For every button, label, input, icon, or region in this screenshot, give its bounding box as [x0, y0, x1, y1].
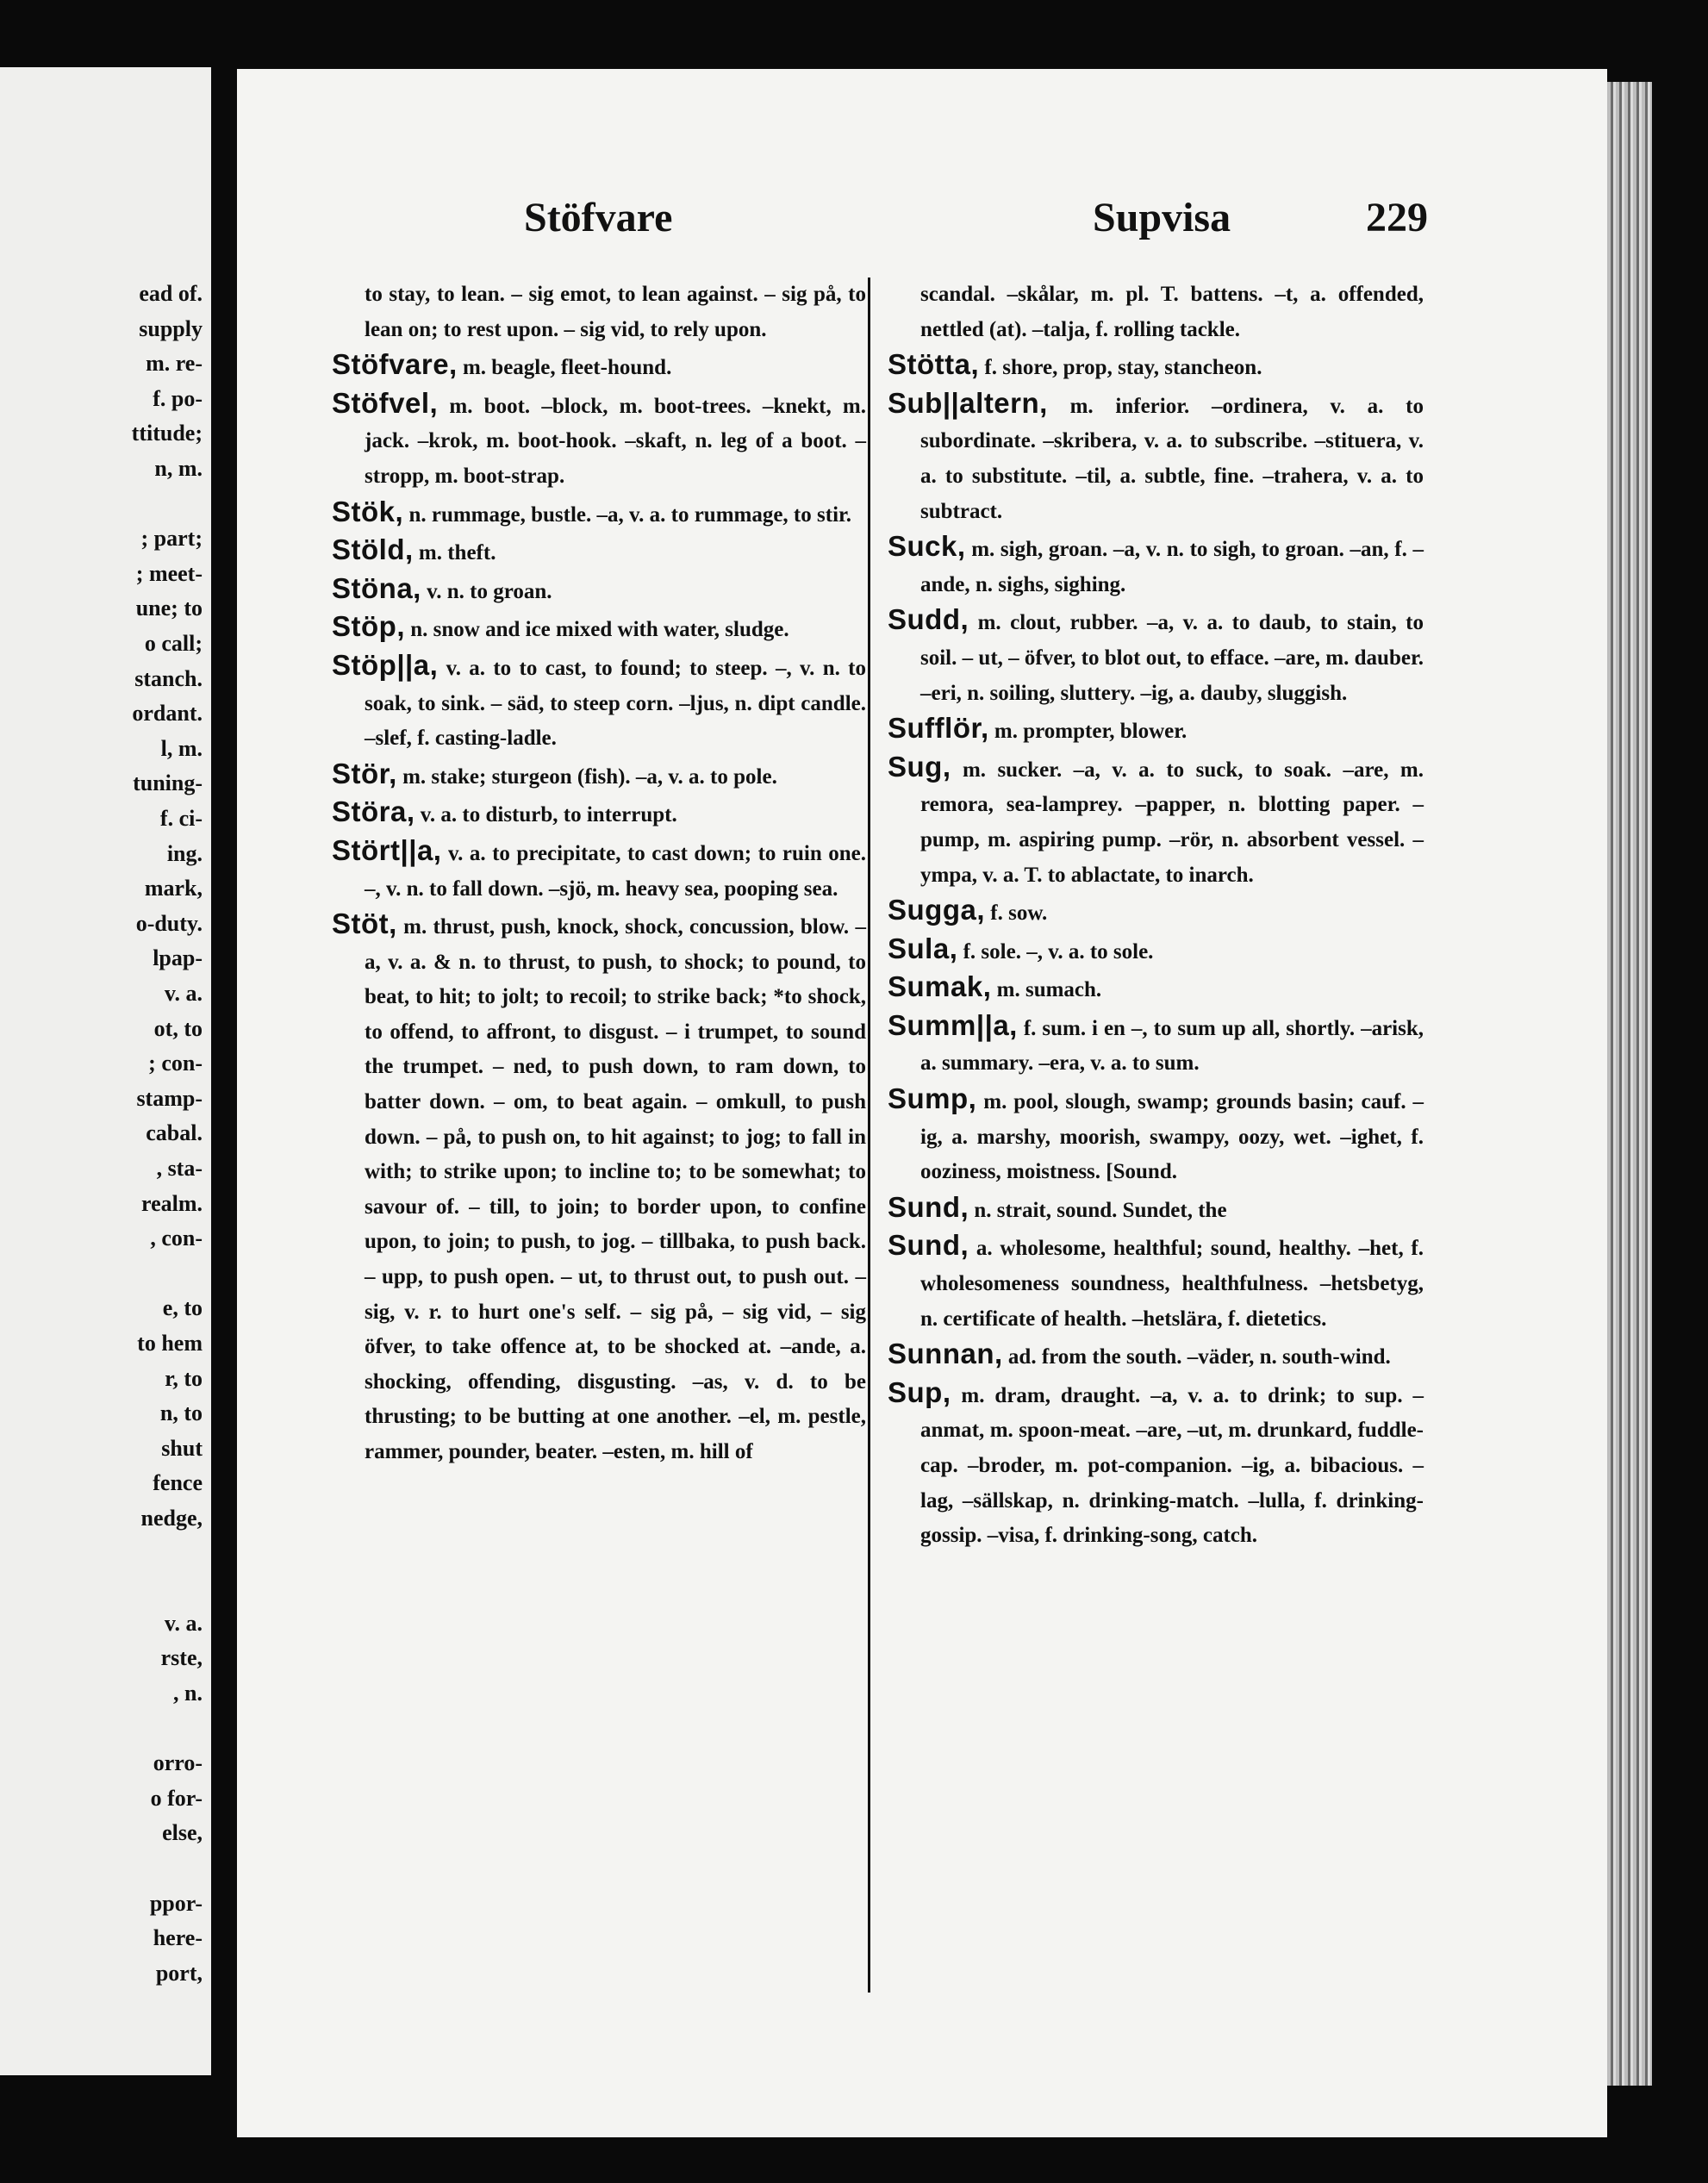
definition: f. sum. i en –, to sum up all, shortly. –arisk, a. summary. –era, v. a. to sum. [920, 1016, 1424, 1076]
fragment-line: ordant. [132, 701, 203, 727]
definition: m. sumach. [996, 978, 1102, 1002]
headword: Sunnan, [888, 1338, 1003, 1370]
fragment-line: port, [155, 1960, 203, 1986]
fragment-line: v. a. [164, 1610, 203, 1636]
fragment-line: o-duty. [135, 910, 203, 936]
fragment-line: rste, [160, 1645, 203, 1671]
definition: m. dram, draught. –a, v. a. to drink; to sup. –anmat, m. spoon-meat. –are, –ut, m. drunkard, fuddle-cap. –broder, m. pot-companion. –ig, a. bibacious. –lag, –sällskap, n. drinking-match. –lulla, f. drinking-gossip. –visa, f. drinking-song, catch. [920, 1383, 1424, 1548]
definition: v. a. to to cast, to found; to steep. –, v. n. to soak, to sink. – säd, to steep corn. –ljus, n. dipt candle. –slef, f. casting-ladle. [365, 656, 867, 751]
headword: Sup, [888, 1375, 951, 1408]
definition: m. beagle, fleet-hound. [462, 356, 672, 380]
headword: Stöp||a, [332, 648, 439, 681]
definition: to stay, to lean. – sig emot, to lean against. – sig på, to lean on; to rest upon. – sig vid, to rely upon. [365, 283, 866, 341]
fragment-line: e, to [162, 1295, 203, 1321]
headword: Stöp, [332, 610, 405, 643]
fragment-line: n, m. [154, 456, 203, 481]
fragment-line: here- [153, 1925, 203, 1951]
headword: Stöfvel, [332, 386, 439, 419]
headword: Stör, [332, 757, 397, 789]
fragment-line: mark, [144, 876, 203, 901]
definition: f. sole. –, v. a. to sole. [963, 939, 1154, 964]
right-column [888, 278, 1424, 1554]
fragment-line: else, [162, 1820, 203, 1846]
dictionary-entry [888, 1337, 1424, 1375]
definition: v. a. to disturb, to interrupt. [420, 803, 677, 827]
dictionary-entry [888, 893, 1424, 932]
dictionary-entry [888, 1190, 1424, 1229]
headword: Sudd, [888, 603, 969, 636]
fragment-line: ; con- [148, 1051, 203, 1076]
dictionary-entry [888, 347, 1424, 386]
fragment-line: , con- [150, 1226, 203, 1251]
definition: ad. from the south. –väder, n. south-wind. [1007, 1345, 1391, 1369]
definition: n. strait, sound. Sundet, the [974, 1198, 1227, 1222]
fragment-line: realm. [141, 1190, 203, 1216]
headword: Suck, [888, 530, 966, 563]
headword: Stöld, [332, 533, 414, 566]
dictionary-entry [888, 1375, 1424, 1554]
fragment-line: r, to [165, 1365, 203, 1391]
dictionary-entry [332, 907, 866, 1470]
dictionary-entry [888, 1228, 1424, 1337]
dictionary-entry [332, 795, 866, 833]
fragment-line: ttitude; [131, 421, 203, 446]
fragment-line: cabal. [146, 1120, 203, 1146]
dictionary-entry [332, 571, 866, 610]
definition: f. sow. [990, 901, 1048, 926]
fragment-line: ppor- [149, 1890, 203, 1916]
page-number: 229 [1366, 195, 1428, 240]
dictionary-entry [888, 386, 1424, 529]
fragment-line: ead of. [139, 281, 203, 306]
running-head-right: Supvisa [1093, 195, 1231, 240]
fragment-line: une; to [135, 596, 203, 621]
dictionary-entry [332, 386, 866, 495]
headword: Sumak, [888, 970, 992, 1003]
fragment-line: f. po- [153, 385, 203, 411]
page-edge [1607, 82, 1652, 2086]
dictionary-entry [888, 529, 1424, 602]
definition: m. inferior. –ordinera, v. a. to subordinate. –skribera, v. a. to subscribe. –stituera, v. a. to substitute. –til, a. subtle, fine. –trahera, v. a. to subtract. [920, 394, 1424, 523]
dictionary-entry [888, 1082, 1424, 1190]
dictionary-entry [332, 833, 866, 907]
fragment-line: m. re- [146, 351, 203, 377]
headword: Sugga, [888, 894, 986, 926]
definition: m. pool, slough, swamp; grounds basin; cauf. –ig, a. marshy, moorish, swampy, oozy, wet. –ighet, f. ooziness, moistness. [Sound. [920, 1090, 1424, 1184]
headword: Sug, [888, 750, 951, 783]
fragment-line: stanch. [134, 665, 203, 691]
dictionary-entry [888, 602, 1424, 711]
dictionary-entry [888, 1008, 1424, 1082]
definition: m. stake; sturgeon (fish). –a, v. a. to pole. [402, 764, 777, 789]
headword: Stört||a, [332, 833, 442, 866]
fragment-line: ing. [166, 840, 203, 866]
headword: Stök, [332, 495, 404, 527]
definition: m. prompter, blower. [994, 720, 1187, 744]
definition: n. rummage, bustle. –a, v. a. to rummage, to stir. [408, 502, 852, 527]
definition: a. wholesome, healthful; sound, healthy. –het, f. wholesomeness soundness, healthfulness. –hetsbetyg, n. certificate of health. –hetslära, f. dietetics. [920, 1237, 1424, 1331]
definition: v. n. to groan. [427, 579, 552, 603]
dictionary-entry [332, 757, 866, 795]
fragment-line: shut [161, 1435, 203, 1461]
dictionary-entry [332, 533, 866, 571]
facing-page-fragment [0, 67, 211, 2075]
headword: Sund, [888, 1229, 969, 1262]
fragment-line: to hem [137, 1331, 203, 1356]
dictionary-entry [888, 970, 1424, 1008]
dictionary-entry [332, 495, 866, 533]
fragment-line: ; meet- [135, 560, 203, 586]
fragment-line: v. a. [164, 981, 203, 1006]
headword: Sula, [888, 932, 958, 964]
headword: Sump, [888, 1082, 977, 1115]
fragment-line: , sta- [156, 1156, 203, 1181]
headword: Stöt, [332, 908, 397, 940]
dictionary-entry [888, 711, 1424, 750]
headword: Stöna, [332, 571, 421, 604]
fragment-line: o call; [144, 631, 203, 656]
definition: n. snow and ice mixed with water, sludge. [410, 618, 789, 642]
definition: m. clout, rubber. –a, v. a. to daub, to stain, to soil. – ut, – öfver, to blot out, to efface. –are, m. dauber. –eri, n. soiling, sluttery. –ig, a. dauby, sluggish. [920, 611, 1424, 705]
definition: v. a. to precipitate, to cast down; to ruin one. –, v. n. to fall down. –sjö, m. heavy sea, pooping sea. [365, 841, 866, 901]
definition: m. sucker. –a, v. a. to suck, to soak. –are, m. remora, sea-lamprey. –papper, n. blotting paper. –pump, m. aspiring pump. –rör, n. absorbent vessel. –ympa, v. a. T. to ablactate, to inarch. [920, 758, 1424, 887]
definition: m. thrust, push, knock, shock, concussion, blow. –a, v. a. & n. to thrust, to push, to shock; to pound, to beat, to hit; to jolt; to recoil; to strike back; *to shock, to offend, to affront, to disgust. – i trumpet, to sound the trumpet. – ned, to push down, to ram down, to batter down. – om, to beat again. – omkull, to push down. – på, to push on, to hit against; to jog; to fall in with; to strike upon; to incline to; to be somewhat; to savour of. – till, to join; to border upon, to confine upon, to join; to push, to jog. – tillbaka, to push back. – upp, to push open. – ut, to thrust out, to push out. – sig, v. r. to hurt one's self. – sig på, – sig vid, – sig öfver, to take offence at, to be shocked at. –ande, a. shocking, offending, disgusting. –as, v. d. to be thrusting; to be butting at one another. –el, m. pestle, rammer, pounder, beater. –esten, m. hill of [365, 915, 866, 1463]
dictionary-entry [888, 750, 1424, 893]
fragment-line: o for- [150, 1785, 203, 1811]
fragment-line: tuning- [133, 770, 203, 796]
dictionary-entry [332, 648, 866, 757]
fragment-line: l, m. [160, 735, 203, 761]
fragment-line: ; part; [140, 526, 203, 552]
fragment-line: ot, to [153, 1015, 203, 1041]
running-head-left: Stöfvare [524, 195, 673, 240]
fragment-line: orro- [153, 1750, 203, 1776]
definition: m. theft. [418, 541, 496, 565]
dictionary-entry [332, 278, 866, 347]
dictionary-entry [888, 278, 1424, 347]
dictionary-entry [332, 347, 866, 386]
fragment-line: nedge, [140, 1506, 203, 1531]
fragment-line: supply [139, 315, 203, 341]
dictionary-entry [332, 609, 866, 648]
headword: Stötta, [888, 348, 980, 381]
headword: Sub||altern, [888, 386, 1048, 419]
headword: Sufflör, [888, 712, 989, 745]
fragment-line: stamp- [136, 1085, 203, 1111]
headword: Sund, [888, 1190, 969, 1223]
fragment-line: lpap- [153, 945, 203, 971]
definition: f. shore, prop, stay, stancheon. [984, 356, 1262, 380]
column-divider [868, 278, 870, 1993]
headword: Störa, [332, 795, 415, 828]
fragment-line: n, to [159, 1400, 203, 1426]
headword: Stöfvare, [332, 348, 458, 381]
fragment-line: fence [153, 1470, 203, 1496]
definition: m. sigh, groan. –a, v. n. to sigh, to groan. –an, f. –ande, n. sighs, sighing. [920, 538, 1424, 596]
fragment-line: f. ci- [159, 806, 203, 831]
dictionary-entry [888, 932, 1424, 970]
fragment-line: , n. [173, 1681, 203, 1706]
left-column [332, 278, 866, 1470]
headword: Summ||a, [888, 1008, 1018, 1041]
definition: scandal. –skålar, m. pl. T. battens. –t, a. offended, nettled (at). –talja, f. rolling tackle. [920, 283, 1424, 341]
definition: m. boot. –block, m. boot-trees. –knekt, m. jack. –krok, m. boot-hook. –skaft, n. leg of a boot. –stropp, m. boot-strap. [365, 394, 866, 488]
